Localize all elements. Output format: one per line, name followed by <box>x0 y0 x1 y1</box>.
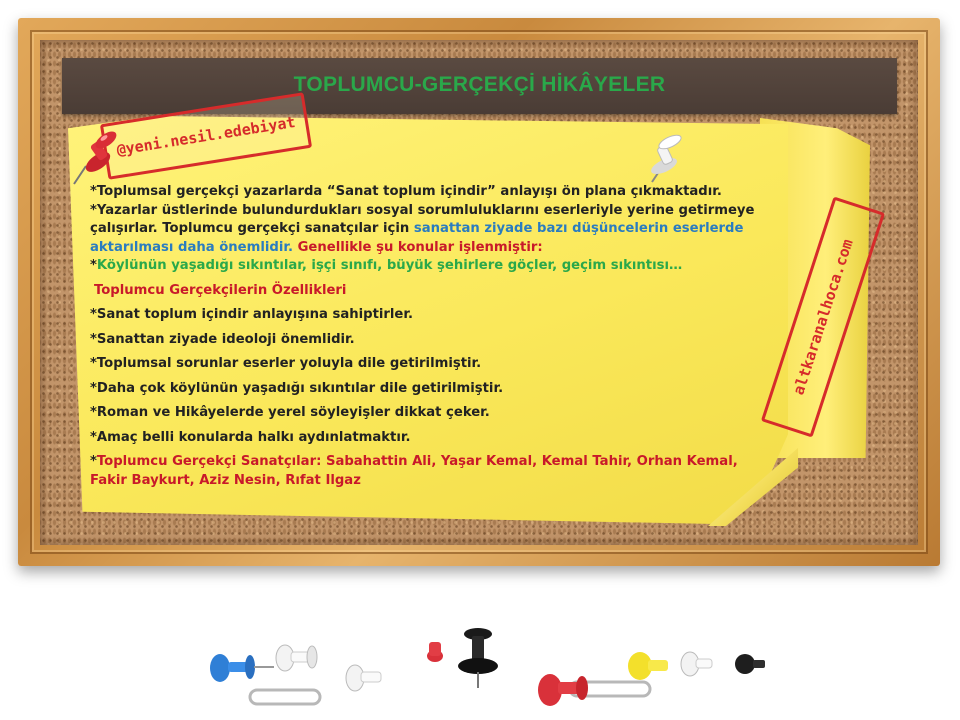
stamp-text: altkaranalhoca.com <box>789 236 857 398</box>
feature-item: *Roman ve Hikâyelerde yerel söyleyişler dikkat çeker. <box>90 405 490 420</box>
paperclip-icon <box>250 682 650 704</box>
white-pushpin-icon <box>640 130 690 185</box>
feature-item: *Amaç belli konularda halkı aydınlatmaktır. <box>90 429 411 445</box>
paragraph-line: *Toplumsal gerçekçi yazarlarda “Sanat toplum içindir” anlayışı ön plana çıkmaktadır. <box>90 184 722 199</box>
note-content <box>90 183 770 490</box>
yellow-pushpin-icon <box>628 652 668 680</box>
artists-line <box>90 453 770 490</box>
title-bar <box>62 58 897 114</box>
red-pushpin-icon <box>68 128 120 188</box>
stamp-text: @yeni.nesil.edebiyat <box>115 112 297 160</box>
feature-item: *Sanat toplum içindir anlayışına sahiptirler. <box>90 307 414 322</box>
white-pushpin-icon <box>276 645 317 671</box>
topics-text: Köylünün yaşadığı sıkıntılar, işçi sınıfı, büyük şehirlere göçler, geçim sıkıntısı… <box>96 258 683 273</box>
white-pushpin-icon <box>346 665 381 691</box>
topics-line <box>90 257 770 276</box>
white-pushpin-icon <box>681 652 712 676</box>
bullet-star: * <box>90 454 97 469</box>
page-title: TOPLUMCU-GERÇEKÇİ HİKÂYELER <box>293 73 666 96</box>
feature-item: *Toplumsal sorunlar eserler yoluyla dile getirilmiştir. <box>90 356 482 371</box>
black-pushpin-icon <box>458 628 498 688</box>
paragraph-highlight-red: Genellikle şu konular işlenmiştir: <box>293 239 543 255</box>
decorative-pushpins-row <box>190 620 790 720</box>
feature-item: *Sanattan ziyade ideoloji önemlidir. <box>90 331 355 347</box>
red-pushpin-icon <box>538 674 588 706</box>
blue-pushpin-icon <box>210 654 274 682</box>
paragraph-highlight-blue: sanattan ziyade bazı düşüncelerin eserlerde aktarılması daha önemlidir. <box>90 221 744 255</box>
feature-item: *Daha çok köylünün yaşadığı sıkıntılar dile getirilmiştir. <box>90 380 504 396</box>
bullet-star: * <box>90 258 97 273</box>
paragraph-block <box>90 202 770 258</box>
paragraph-text: *Yazarlar üstlerinde bulundurdukları sosyal sorumluluklarını eserleriyle yerine getirmeye çalışırlar. Toplumcu gerçekçi sanatçılar için <box>90 202 755 236</box>
features-heading: Toplumcu Gerçekçilerin Özellikleri <box>94 282 347 298</box>
black-pushpin-icon <box>735 654 765 674</box>
artists-text: Toplumcu Gerçekçi Sanatçılar: Sabahattin Ali, Yaşar Kemal, Kemal Tahir, Orhan Kemal, Fakir Baykurt, Aziz Nesin, Rıfat Ilgaz <box>90 454 738 488</box>
red-pushpin-icon <box>427 642 443 662</box>
